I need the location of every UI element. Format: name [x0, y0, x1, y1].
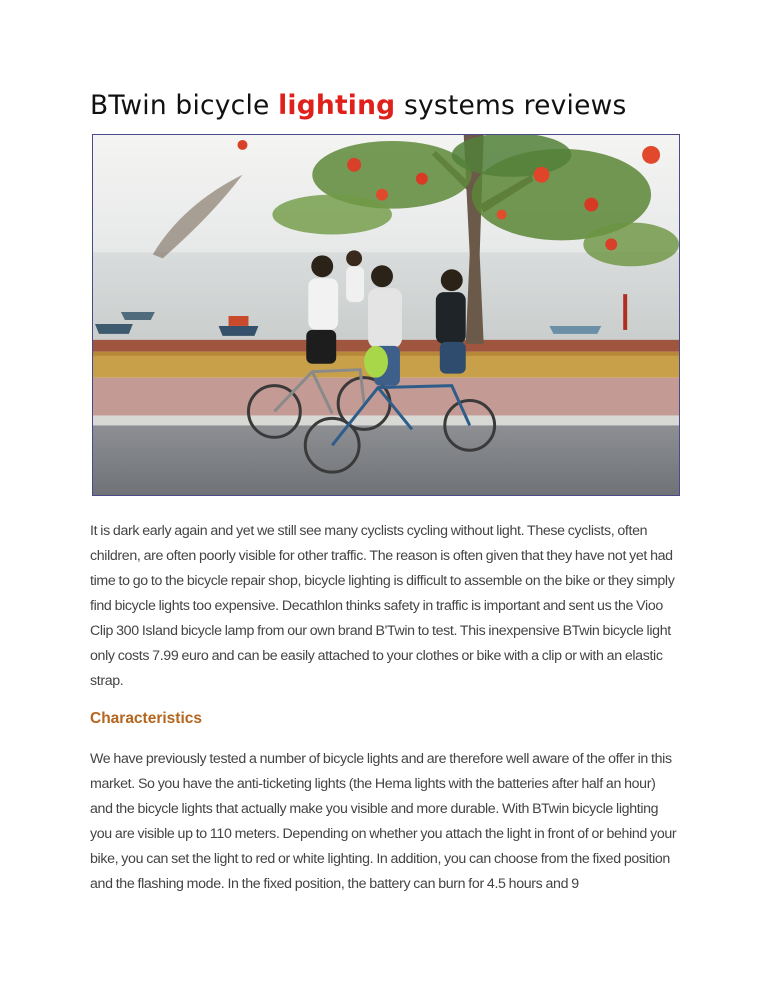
page-title: [90, 90, 626, 121]
cyclists-photo: [92, 134, 680, 496]
intro-paragraph: It is dark early again and yet we still see many cyclists cycling without light. These cyclists, often children, are often poorly visible for other traffic. The reason is often given that they have not yet had time to go to the bicycle repair shop, bicycle lighting is difficult to assemble on the bike or they simply find bicycle lights too expensive. Decathlon thinks safety in traffic is important and sent us the Vioo Clip 300 Island bicycle lamp from our own brand B'Twin to test. This inexpensive BTwin bicycle light only costs 7.99 euro and can be easily attached to your clothes or bike with a clip or with an elastic strap.: [90, 523, 675, 689]
characteristics-paragraph: We have previously tested a number of bicycle lights and are therefore well aware of the offer in this market. So you have the anti-ticketing lights (the Hema lights with the batteries after half an hour) and the bicycle lights that actually make you visible and more durable. With BTwin bicycle lighting you are visible up to 110 meters. Depending on whether you attach the light in front of or behind your bike, you can set the light to red or white lighting. In addition, you can choose from the fixed position and the flashing mode. In the fixed position, the battery can burn for 4.5 hours and 9: [90, 751, 677, 892]
title-highlight: lighting: [278, 90, 396, 121]
title-text-start: BTwin bicycle: [90, 90, 279, 121]
title-text-end: systems reviews: [395, 90, 627, 121]
photo-illustration: [93, 135, 679, 495]
section-heading: Characteristics: [90, 710, 203, 727]
